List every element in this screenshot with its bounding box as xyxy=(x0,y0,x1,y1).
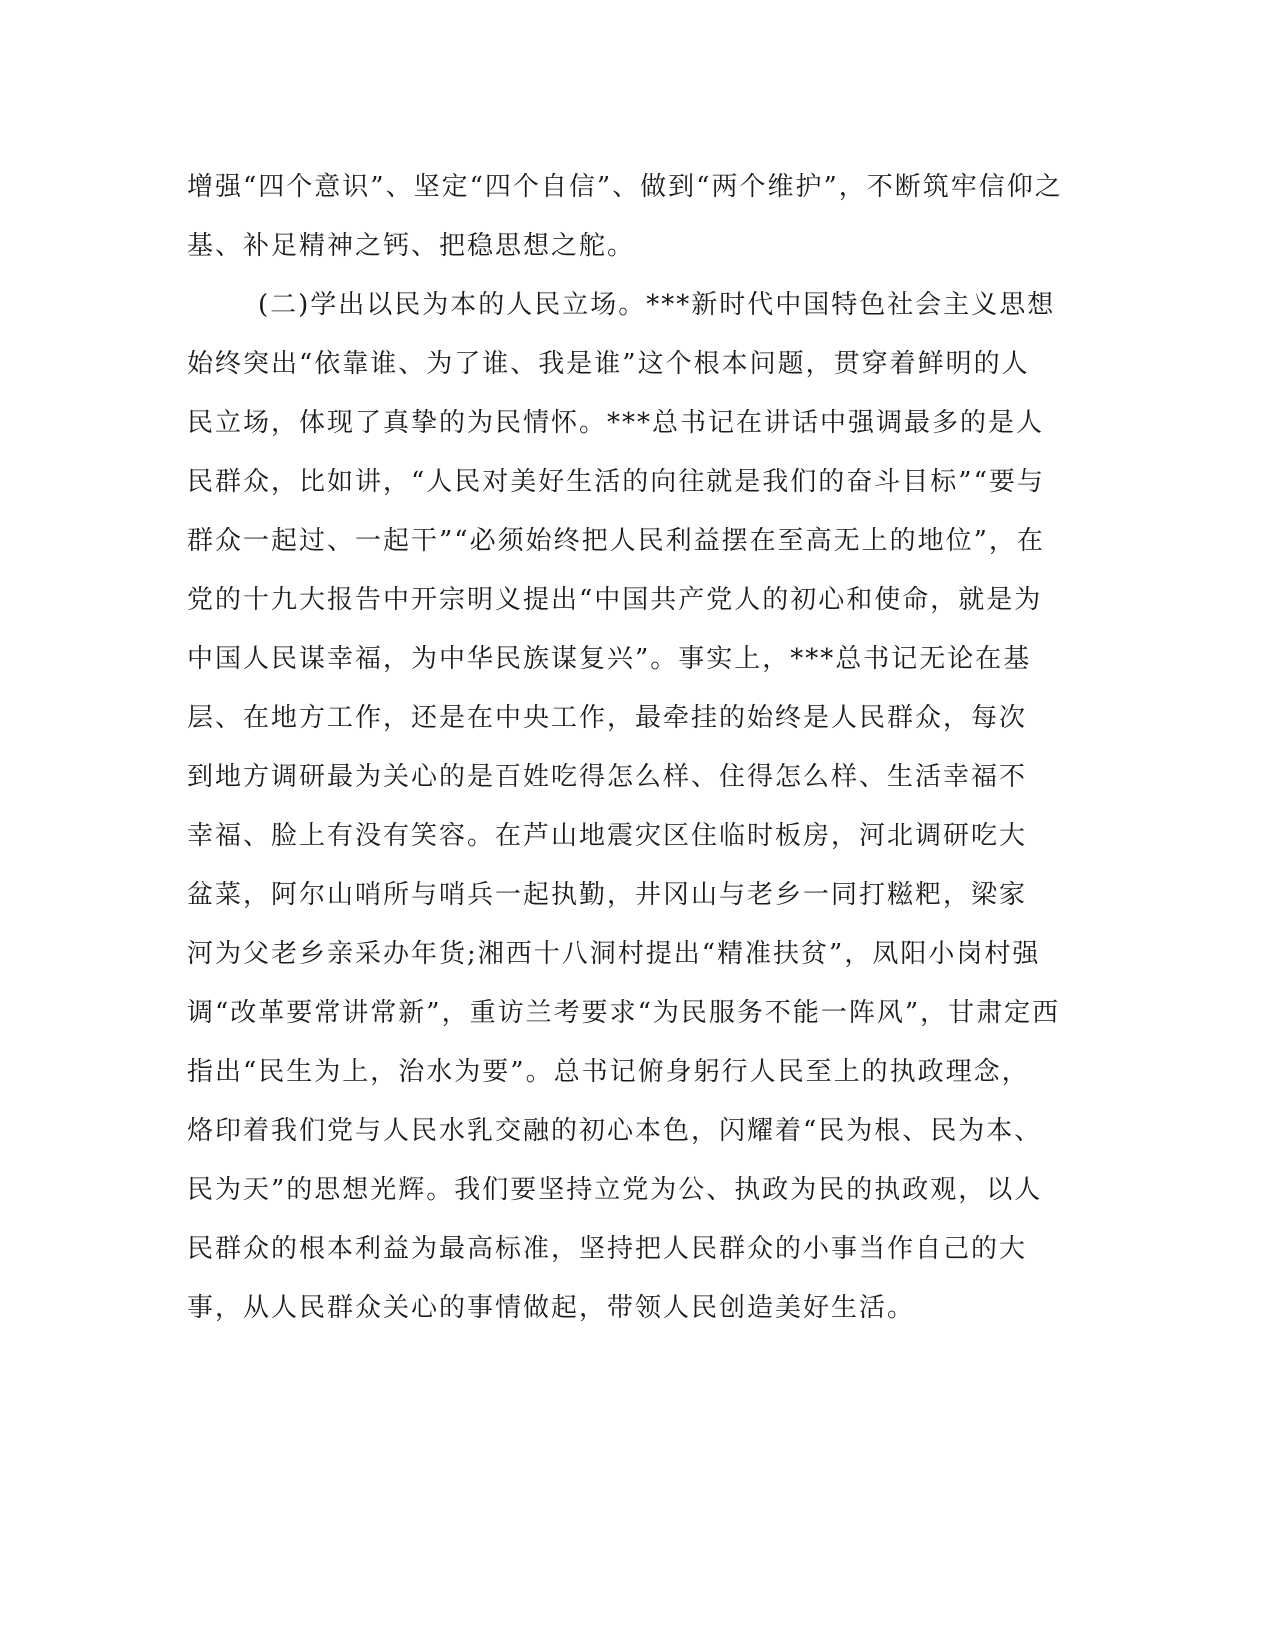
text-line: 群众一起过、一起干”“必须始终把人民利益摆在至高无上的地位”，在 xyxy=(187,526,1045,556)
text-line: 民为天”的思想光辉。我们要坚持立党为公、执政为民的执政观，以人 xyxy=(187,1175,1043,1205)
text-line: 民群众，比如讲，“人民对美好生活的向往就是我们的奋斗目标”“要与 xyxy=(187,467,1045,497)
section-heading-line: (二)学出以民为本的人民立场。***新时代中国特色社会主义思想 xyxy=(258,290,1056,320)
text-line: 中国人民谋幸福，为中华民族谋复兴”。事实上，***总书记无论在基 xyxy=(187,644,1032,674)
text-line: 民群众的根本利益为最高标准，坚持把人民群众的小事当作自己的大 xyxy=(187,1234,1028,1264)
text-line: 烙印着我们党与人民水乳交融的初心本色，闪耀着“民为根、民为本、 xyxy=(187,1116,1043,1146)
paragraph-continuation xyxy=(187,158,1067,276)
text-line: 幸福、脸上有没有笑容。在芦山地震灾区住临时板房，河北调研吃大 xyxy=(187,821,1028,851)
text-line: 盆菜，阿尔山哨所与哨兵一起执勤，井冈山与老乡一同打糍粑，梁家 xyxy=(187,880,1028,910)
text-line: 河为父老乡亲采办年货;湘西十八洞村提出“精准扶贫”，凤阳小岗村强 xyxy=(187,939,1041,969)
text-line: 增强“四个意识”、坚定“四个自信”、做到“两个维护”，不断筑牢信仰之 xyxy=(187,172,1063,202)
text-line: 民立场，体现了真挚的为民情怀。***总书记在讲话中强调最多的是人 xyxy=(187,408,1045,438)
text-line: 事，从人民群众关心的事情做起，带领人民创造美好生活。 xyxy=(187,1293,916,1323)
text-line: 党的十九大报告中开宗明义提出“中国共产党人的初心和使命，就是为 xyxy=(187,585,1043,615)
text-line: 指出“民生为上，治水为要”。总书记俯身躬行人民至上的执政理念， xyxy=(187,1057,1030,1087)
paragraph-people-stance xyxy=(187,276,1067,1338)
text-line: 到地方调研最为关心的是百姓吃得怎么样、住得怎么样、生活幸福不 xyxy=(187,762,1028,792)
text-line: 始终突出“依靠谁、为了谁、我是谁”这个根本问题，贯穿着鲜明的人 xyxy=(187,349,1030,379)
text-line: 层、在地方工作，还是在中央工作，最牵挂的始终是人民群众，每次 xyxy=(187,703,1028,733)
text-line: 调“改革要常讲常新”，重访兰考要求“为民服务不能一阵风”，甘肃定西 xyxy=(187,998,1061,1028)
body-text xyxy=(187,158,1067,1338)
text-line: 基、补足精神之钙、把稳思想之舵。 xyxy=(187,231,636,261)
